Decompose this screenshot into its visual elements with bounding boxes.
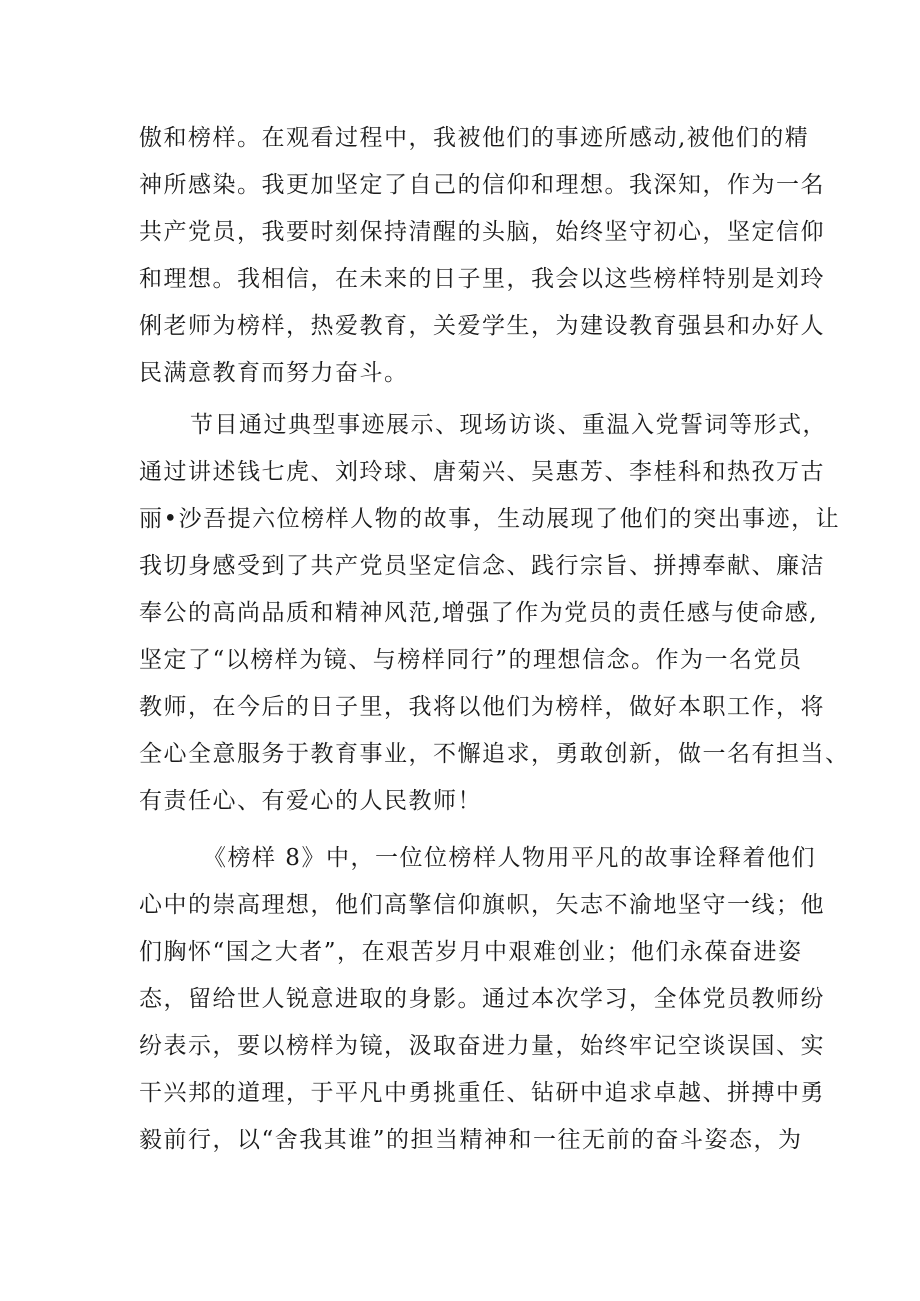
paragraph-line: 有责任心、有爱心的人民教师！ bbox=[139, 788, 482, 814]
paragraph-line: 心中的崇高理想，他们高擎信仰旗帜，矢志不渝地坚守一线；他 bbox=[139, 892, 825, 918]
paragraph-line: 和理想。我相信，在未来的日子里，我会以这些榜样特别是刘玲 bbox=[139, 266, 825, 292]
paragraph-line: 们胸怀“国之大者”，在艰苦岁月中艰难创业；他们永葆奋进姿 bbox=[139, 939, 803, 965]
paragraph-line: 丽•沙吾提六位榜样人物的故事，生动展现了他们的突出事迹，让 bbox=[139, 506, 841, 532]
paragraph-line: 俐老师为榜样，热爱教育，关爱学生，为建设教育强县和办好人 bbox=[139, 313, 825, 339]
paragraph-line: 态，留给世人锐意进取的身影。通过本次学习，全体党员教师纷 bbox=[139, 986, 825, 1012]
paragraph-line: 干兴邦的道理，于平凡中勇挑重任、钻研中追求卓越、拼搏中勇 bbox=[139, 1080, 825, 1106]
paragraph-line: 教师，在今后的日子里，我将以他们为榜样，做好本职工作，将 bbox=[139, 694, 825, 720]
paragraph-line: 我切身感受到了共产党员坚定信念、践行宗旨、拼搏奉献、廉洁 bbox=[139, 553, 825, 579]
paragraph-line: 神所感染。我更加坚定了自己的信仰和理想。我深知，作为一名 bbox=[139, 172, 825, 198]
paragraph-line: 纷表示，要以榜样为镜，汲取奋进力量，始终牢记空谈误国、实 bbox=[139, 1033, 825, 1059]
paragraph-line: 共产党员，我要时刻保持清醒的头脑，始终坚守初心，坚定信仰 bbox=[139, 219, 825, 245]
paragraph-line: 全心全意服务于教育事业，不懈追求，勇敢创新，做一名有担当、 bbox=[139, 741, 850, 767]
paragraph-line: 奉公的高尚品质和精神风范,增强了作为党员的责任感与使命感, bbox=[139, 600, 819, 626]
paragraph-line: 民满意教育而努力奋斗。 bbox=[139, 360, 409, 386]
paragraph-line: 傲和榜样。在观看过程中，我被他们的事迹所感动,被他们的精 bbox=[139, 125, 810, 151]
paragraph-line: 《榜样 8》中，一位位榜样人物用平凡的故事诠释着他们 bbox=[203, 845, 816, 871]
paragraph-line: 毅前行，以“舍我其谁”的担当精神和一往无前的奋斗姿态，为 bbox=[139, 1127, 803, 1153]
paragraph-line: 坚定了“以榜样为镜、与榜样同行”的理想信念。作为一名党员 bbox=[139, 647, 803, 673]
paragraph-line: 节目通过典型事迹展示、现场访谈、重温入党誓词等形式， bbox=[190, 412, 827, 438]
paragraph-line: 通过讲述钱七虎、刘玲球、唐菊兴、吴惠芳、李桂科和热孜万古 bbox=[139, 459, 825, 485]
